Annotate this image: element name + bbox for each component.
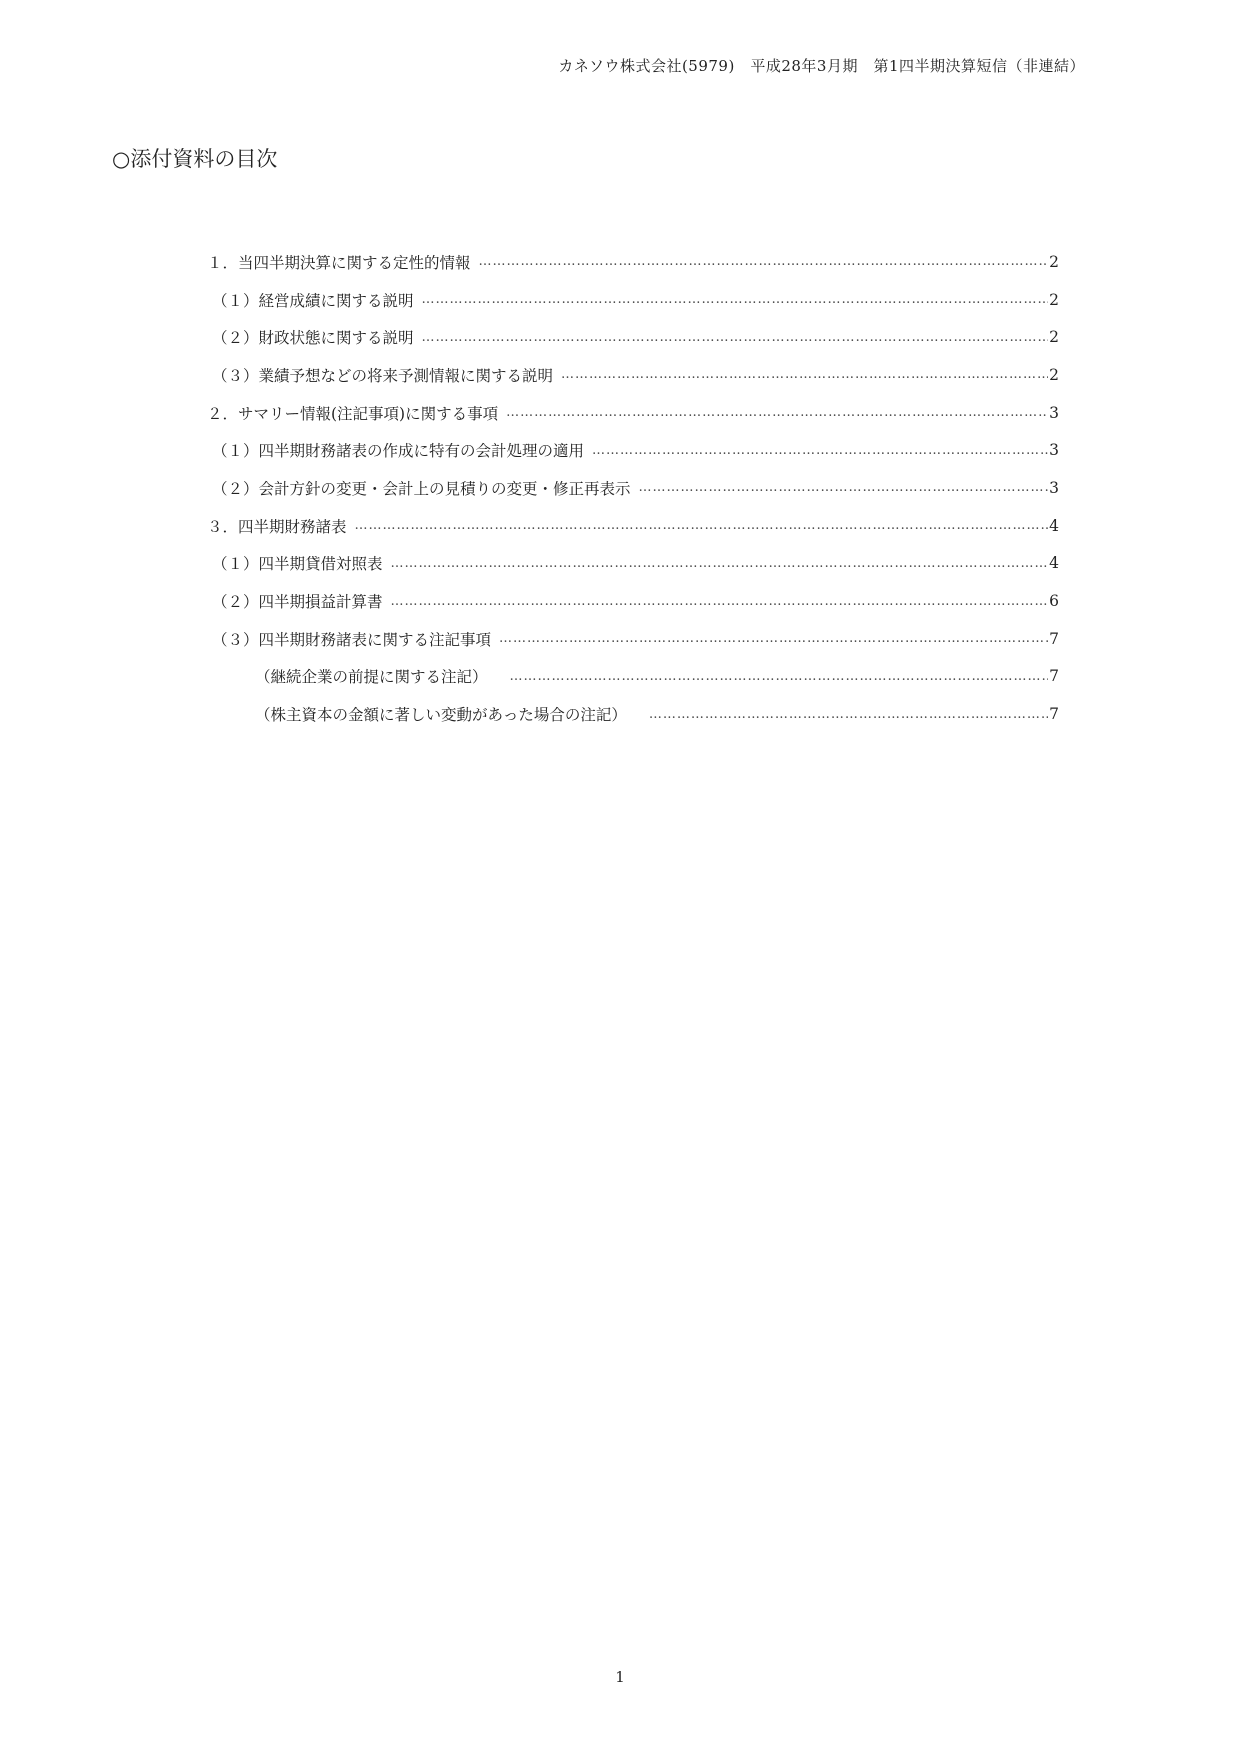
toc-item-page: 2 [1049,328,1059,347]
toc-item-page: 4 [1049,516,1059,535]
toc-item-page: 3 [1049,403,1059,422]
toc-item-label: （３）四半期財務諸表に関する注記事項 [212,630,492,649]
toc-leader-dots [355,518,1048,533]
toc-item-label: （２）会計方針の変更・会計上の見積りの変更・修正再表示 [212,479,631,498]
toc-item-page: 7 [1049,705,1059,724]
toc-leader-dots [422,292,1048,307]
toc-leader-dots [422,330,1048,345]
toc-item [0,545,1240,583]
toc-item-label: （１）経営成績に関する説明 [212,291,414,310]
toc-item [0,582,1240,620]
toc-leader-dots [649,707,1048,722]
toc-item-label: （１）四半期貸借対照表 [212,555,383,574]
toc-item [0,695,1240,733]
toc-item-page: 4 [1049,554,1059,573]
toc-item-label: （３）業績予想などの将来予測情報に関する説明 [212,366,554,385]
toc-leader-dots [506,405,1048,420]
toc-leader-dots [639,480,1048,495]
toc-item-label: （株主資本の金額に著しい変動があった場合の注記） [255,706,627,725]
toc-item-page: 2 [1049,365,1059,384]
toc-leader-dots [479,254,1048,269]
toc-item-page: 2 [1049,252,1059,271]
toc-item [0,356,1240,394]
toc-item-label: １．当四半期決算に関する定性的情報 [207,253,471,272]
page-number: 1 [615,1668,625,1686]
toc-item [0,243,1240,281]
toc-item [0,318,1240,356]
toc-item [0,658,1240,696]
toc-item-label: ２．サマリー情報(注記事項)に関する事項 [207,404,499,423]
toc-item-page: 7 [1049,667,1059,686]
toc-item [0,281,1240,319]
toc-item [0,469,1240,507]
toc-leader-dots [391,556,1048,571]
toc-item-label: ３．四半期財務諸表 [207,517,347,536]
toc-item-page: 3 [1049,441,1059,460]
toc-leader-dots [391,594,1048,609]
toc-leader-dots [499,631,1048,646]
toc-item-label: （継続企業の前提に関する注記） [255,668,488,687]
toc-item-page: 3 [1049,478,1059,497]
table-of-contents [0,243,1240,733]
toc-item [0,431,1240,469]
toc-item-page: 7 [1049,629,1059,648]
toc-item [0,620,1240,658]
toc-item-label: （２）財政状態に関する説明 [212,329,414,348]
toc-item-label: （１）四半期財務諸表の作成に特有の会計処理の適用 [212,442,585,461]
toc-item [0,507,1240,545]
toc-leader-dots [592,443,1048,458]
toc-item-page: 2 [1049,290,1059,309]
toc-leader-dots [510,669,1048,684]
toc-item [0,394,1240,432]
toc-leader-dots [561,367,1048,382]
section-title: ○添付資料の目次 [112,147,278,171]
toc-item-page: 6 [1049,592,1059,611]
toc-item-label: （２）四半期損益計算書 [212,593,383,612]
page-header: カネソウ株式会社(5979) 平成28年3月期 第1四半期決算短信（非連結） [558,57,1085,75]
